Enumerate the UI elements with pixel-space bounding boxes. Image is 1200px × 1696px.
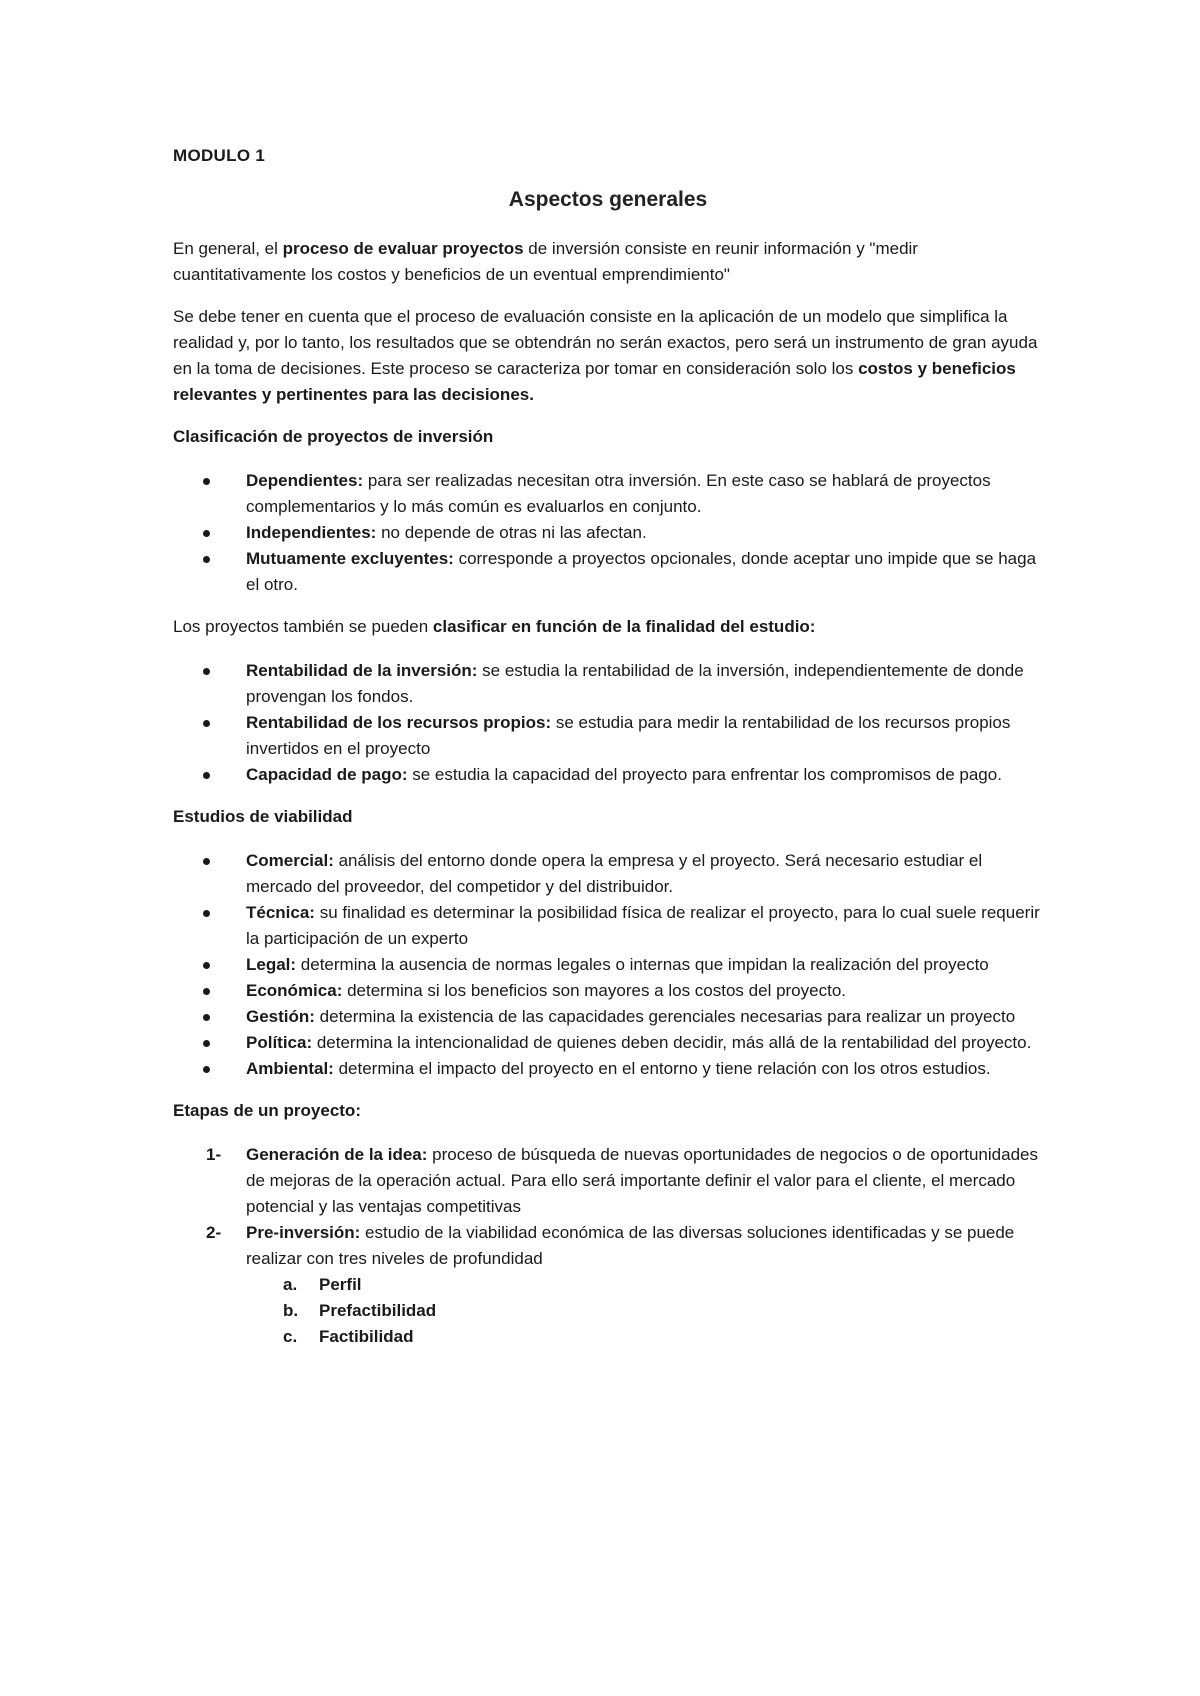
item-letter: c. — [283, 1327, 298, 1346]
profundidad-sublist — [246, 1272, 1043, 1350]
section-heading-etapas: Etapas de un proyecto: — [173, 1101, 361, 1120]
list-item: Económica: determina si los beneficios son mayores a los costos del proyecto. — [173, 978, 1043, 1004]
item-letter: a. — [283, 1275, 298, 1294]
intro-paragraph-2: Se debe tener en cuenta que el proceso de evaluación consiste en la aplicación de un modelo que simplifica la realidad y, por lo tanto, los resultados que se obtendrán no serán exactos, pero será un instrumento de gran ayuda en la toma de decisiones. Este proceso se caracteriza por tomar en consideración solo los costos y beneficios relevantes y pertinentes para las decisiones. — [173, 307, 1038, 404]
clasificacion-list — [173, 468, 1043, 598]
finalidad-list — [173, 658, 1043, 788]
list-item: Gestión: determina la existencia de las capacidades gerenciales necesarias para realizar un proyecto — [173, 1004, 1043, 1030]
list-item: Legal: determina la ausencia de normas legales o internas que impidan la realización del proyecto — [173, 952, 1043, 978]
list-item: Capacidad de pago: se estudia la capacidad del proyecto para enfrentar los compromisos de pago. — [173, 762, 1043, 788]
sub-list-item: c. Factibilidad — [173, 1324, 1043, 1350]
list-item: 1- Generación de la idea: proceso de búsqueda de nuevas oportunidades de negocios o de oportunidades de mejoras de la operación actual. Para ello será importante definir el valor para el cliente, el mercado potencial y las ventajas competitivas — [173, 1142, 1043, 1220]
viabilidad-list — [173, 848, 1043, 1082]
item-number: 1- — [206, 1145, 222, 1164]
list-item: Ambiental: determina el impacto del proyecto en el entorno y tiene relación con los otros estudios. — [173, 1056, 1043, 1082]
item-number: 2- — [206, 1223, 222, 1242]
document-body — [173, 236, 1043, 1366]
list-item: Rentabilidad de los recursos propios: se estudia para medir la rentabilidad de los recursos propios invertidos en el proyecto — [173, 710, 1043, 762]
list-item: Dependientes: para ser realizadas necesitan otra inversión. En este caso se hablará de proyectos complementarios y lo más común es evaluarlos en conjunto. — [173, 468, 1043, 520]
list-item: Independientes: no depende de otras ni las afectan. — [173, 520, 1043, 546]
module-label: MODULO 1 — [173, 146, 266, 165]
item-letter: b. — [283, 1301, 299, 1320]
sub-list-item: b. Prefactibilidad — [173, 1298, 1043, 1324]
etapas-list — [173, 1142, 1043, 1350]
list-item: Técnica: su finalidad es determinar la posibilidad física de realizar el proyecto, para lo cual suele requerir la participación de un experto — [173, 900, 1043, 952]
finalidad-lead: Los proyectos también se pueden clasificar en función de la finalidad del estudio: — [173, 617, 816, 636]
intro-paragraph-1: En general, el proceso de evaluar proyectos de inversión consiste en reunir información y "medir cuantitativamente los costos y beneficios de un eventual emprendimiento" — [173, 239, 918, 284]
list-item: Política: determina la intencionalidad de quienes deben decidir, más allá de la rentabilidad del proyecto. — [173, 1030, 1043, 1056]
page-title: Aspectos generales — [508, 188, 708, 211]
section-heading-clasificacion: Clasificación de proyectos de inversión — [173, 427, 494, 446]
list-item: Mutuamente excluyentes: corresponde a proyectos opcionales, donde aceptar uno impide que se haga el otro. — [173, 546, 1043, 598]
list-item: Rentabilidad de la inversión: se estudia la rentabilidad de la inversión, independientemente de donde provengan los fondos. — [173, 658, 1043, 710]
list-item: Comercial: análisis del entorno donde opera la empresa y el proyecto. Será necesario estudiar el mercado del proveedor, del competidor y del distribuidor. — [173, 848, 1043, 900]
sub-list-item: a. Perfil — [173, 1272, 1043, 1298]
list-item: 2- Pre-inversión: estudio de la viabilidad económica de las diversas soluciones identificadas y se puede realizar con tres niveles de profundidad a. Perfil b. Prefactibilidad c. Factibilidad — [173, 1220, 1043, 1350]
section-heading-viabilidad: Estudios de viabilidad — [173, 807, 353, 826]
